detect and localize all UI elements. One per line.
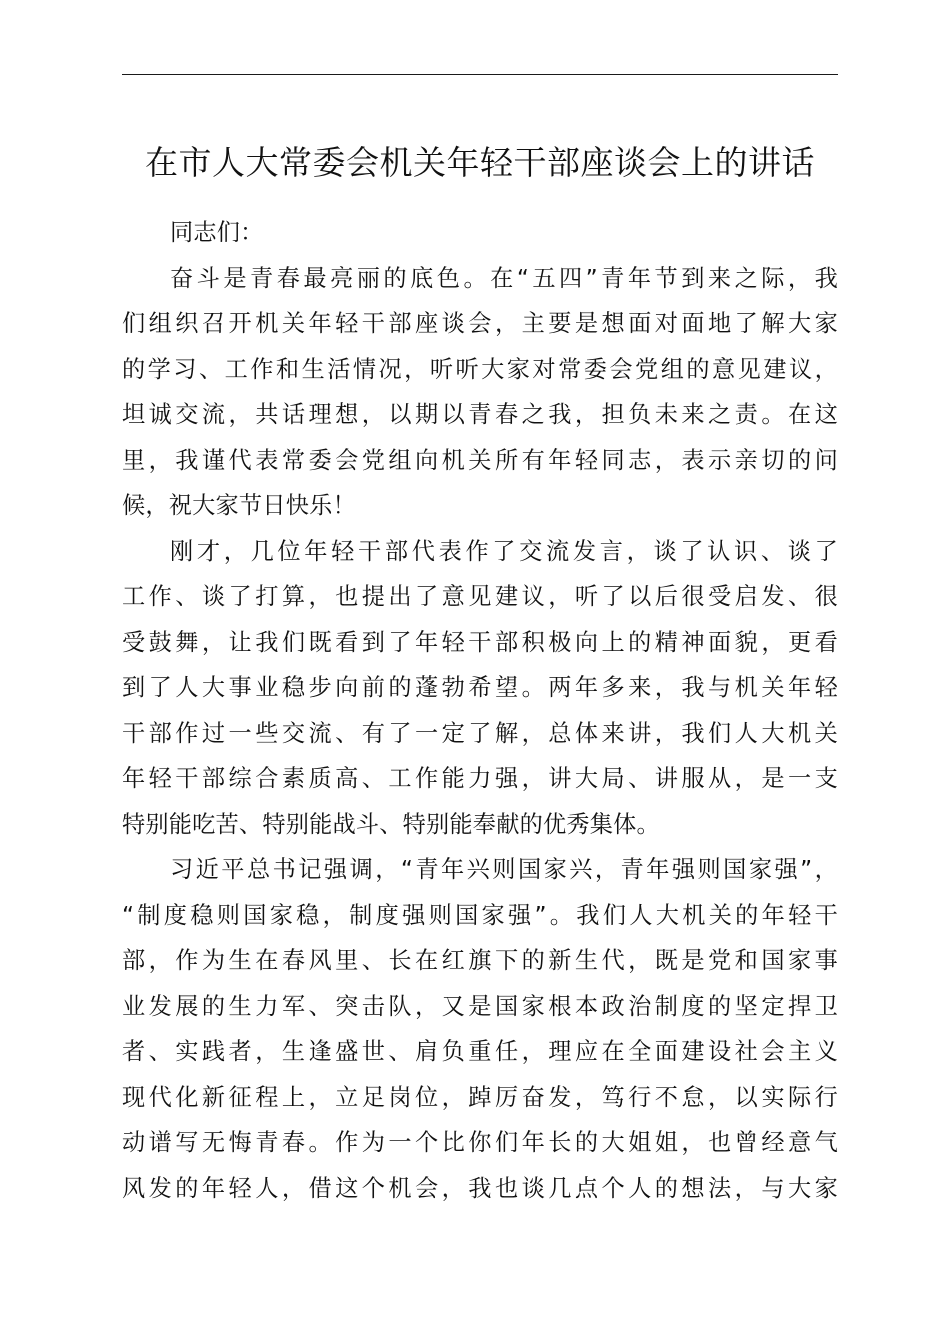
document-title: 在市人大常委会机关年轻干部座谈会上的讲话 [145,143,815,182]
paragraph-line: 干部作过一些交流、有了一定了解，总体来讲，我们人大机关 [122,719,838,747]
document-body [122,210,838,1211]
paragraph-line: 动谱写无悔青春。作为一个比你们年长的大姐姐，也曾经意气 [122,1129,838,1156]
paragraph-line: 到了人大事业稳步向前的蓬勃希望。两年多来，我与机关年轻 [122,674,838,701]
paragraph-line: 业发展的生力军、突击队，又是国家根本政治制度的坚定捍卫 [122,992,838,1020]
header-rule [122,74,838,75]
paragraph-line: 部，作为生在春风里、长在红旗下的新生代，既是党和国家事 [122,947,838,974]
paragraph-line: 工作、谈了打算，也提出了意见建议，听了以后很受启发、很 [122,583,838,610]
paragraph-line: 奋斗是青春最亮丽的底色。在“五四”青年节到来之际，我 [170,264,838,292]
paragraph-line: 现代化新征程上，立足岗位，踔厉奋发，笃行不怠，以实际行 [122,1083,838,1111]
paragraph-line: 们组织召开机关年轻干部座谈会，主要是想面对面地了解大家 [122,310,838,337]
salutation: 同志们： [170,219,264,246]
paragraph-line: 刚才，几位年轻干部代表作了交流发言，谈了认识、谈了 [170,537,838,565]
paragraph-line: 里，我谨代表常委会党组向机关所有年轻同志，表示亲切的问 [122,446,838,474]
paragraph-line: 的学习、工作和生活情况，听听大家对常委会党组的意见建议， [122,355,838,383]
paragraph-line: “制度稳则国家稳，制度强则国家强”。我们人大机关的年轻干 [122,901,838,929]
paragraph-line: 年轻干部综合素质高、工作能力强，讲大局、讲服从，是一支 [122,765,838,792]
paragraph-line: 者、实践者，生逢盛世、肩负重任，理应在全面建设社会主义 [122,1038,838,1065]
paragraph-line: 风发的年轻人，借这个机会，我也谈几点个人的想法，与大家 [122,1174,838,1202]
paragraph-line: 特别能吃苦、特别能战斗、特别能奉献的优秀集体。 [122,810,660,838]
paragraph-line: 习近平总书记强调，“青年兴则国家兴，青年强则国家强”， [170,856,838,883]
paragraph-line: 候，祝大家节日快乐！ [122,492,356,519]
paragraph-line: 坦诚交流，共话理想，以期以青春之我，担负未来之责。在这 [122,401,838,428]
paragraph-line: 受鼓舞，让我们既看到了年轻干部积极向上的精神面貌，更看 [122,628,838,656]
